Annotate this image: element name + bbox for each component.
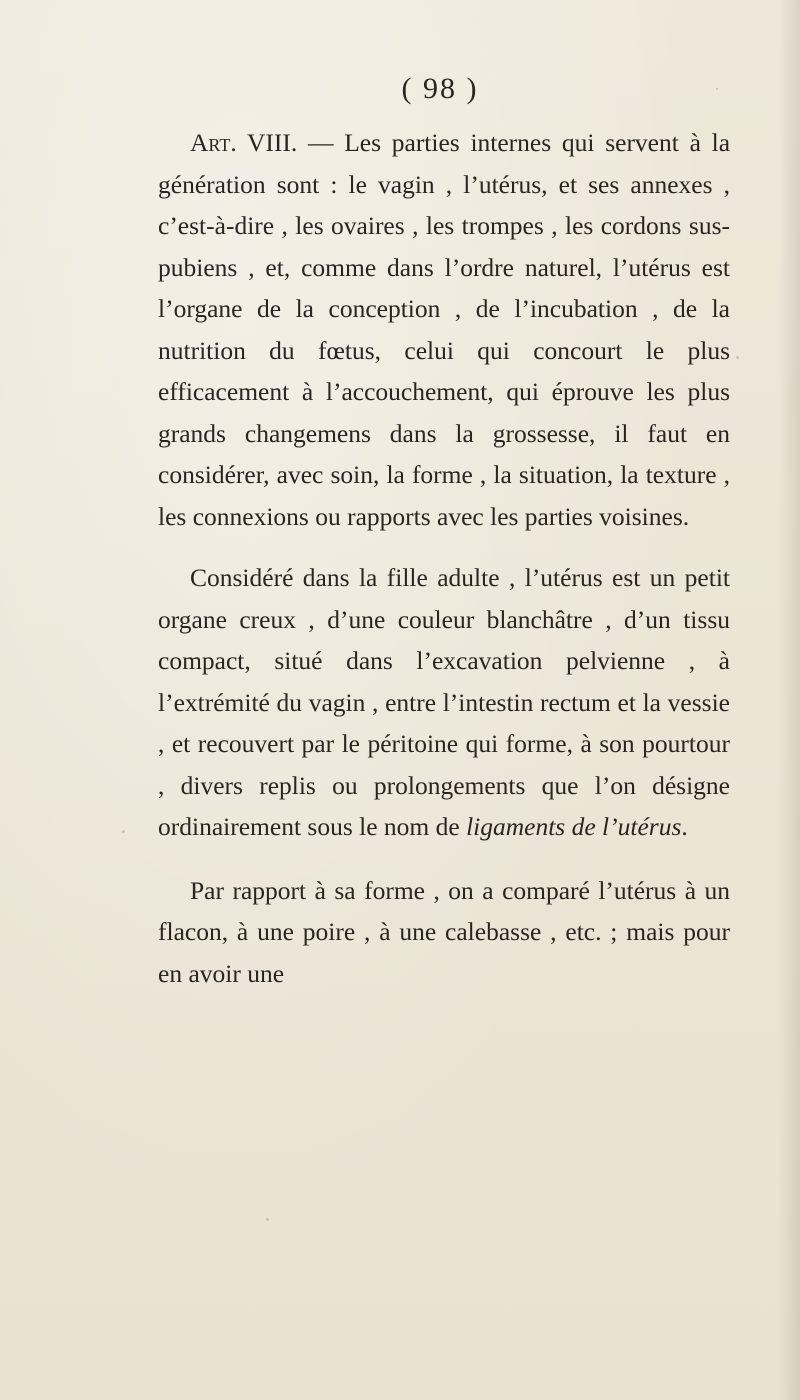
article-dash: — [297, 128, 345, 157]
paper-speck [122, 830, 125, 833]
paragraph-2 [158, 557, 730, 848]
paragraph-2-end: . [681, 812, 688, 841]
page-edge-shadow [778, 0, 800, 1400]
ligaments-term: ligaments de l’utérus [466, 812, 682, 841]
paragraph-2-text: Considéré dans la fille adulte , l’utérus est un petit organe creux , d’une couleur blanchâtre , d’un tissu compact, situé dans l’excavation pelvienne , à l’extrémité du vagin , entre l’intestin rectum et la vessie , et recouvert par le péritoine qui forme, à son pourtour , divers replis ou prolongements que l’on désigne ordinairement sous le nom de [158, 563, 730, 841]
paper-speck [736, 356, 739, 359]
article-heading: Art. VIII. [190, 128, 298, 157]
article-text [158, 122, 730, 994]
paragraph-1 [158, 122, 730, 537]
paragraph-1-text: Les parties internes qui servent à la génération sont : le vagin , l’utérus, et ses annexes , c’est-à-dire , les ovaires , les trompes , les cordons sus-pubiens , et, comme dans l’ordre naturel, l’utérus est l’organe de la conception , de l’incubation , de la nutrition du fœtus, celui qui concourt le plus efficacement à l’accouchement, qui éprouve les plus grands changemens dans la grossesse, il faut en considérer, avec soin, la forme , la situation, la texture , les connexions ou rapports avec les parties voisines. [158, 128, 731, 531]
paper-speck [266, 1218, 269, 1221]
paper-speck [716, 88, 718, 90]
page-number: ( 98 ) [401, 72, 479, 105]
paragraph-3-text: Par rapport à sa forme , on a comparé l’utérus à un flacon, à une poire , à une calebasse , etc. ; mais pour en avoir une [158, 875, 730, 988]
paragraph-3 [158, 870, 730, 995]
